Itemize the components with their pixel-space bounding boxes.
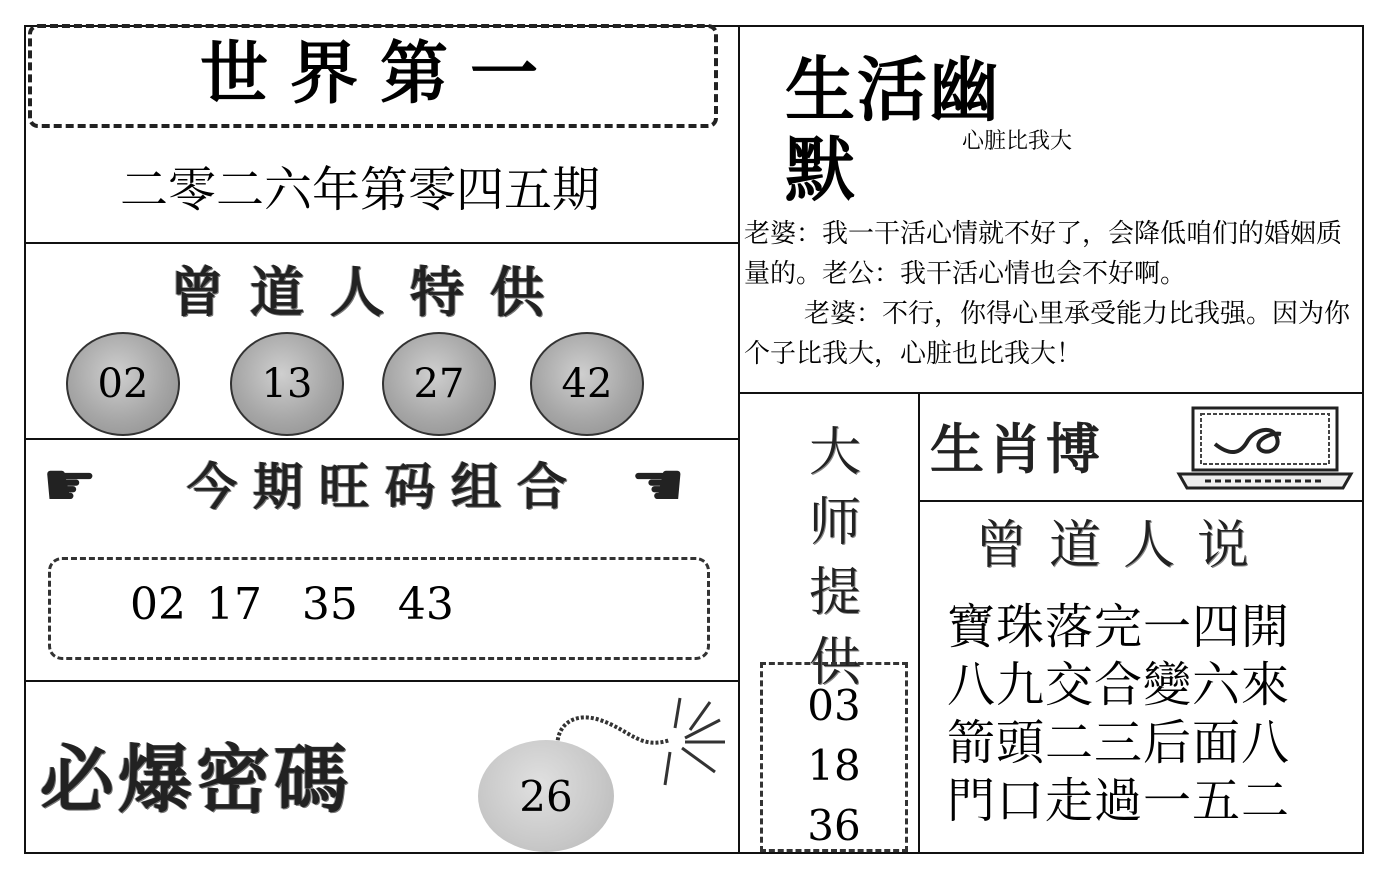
poem — [947, 598, 1327, 830]
master-heading-char: 提 — [808, 563, 861, 623]
page-title: 世界第一 — [199, 35, 560, 114]
humor-subtitle: 心脏比我大 — [962, 129, 1073, 154]
sponsor-ball: 42 — [530, 332, 644, 436]
master-heading-char: 师 — [808, 493, 861, 553]
master-numbers — [762, 676, 906, 856]
divider-left-1 — [24, 242, 738, 244]
humor-story — [744, 214, 1364, 374]
divider-left-2 — [24, 438, 738, 440]
master-number: 03 — [807, 681, 861, 730]
pointing-hand-icon: ☛ — [630, 448, 686, 521]
center-divider — [738, 25, 740, 854]
master-number: 36 — [807, 801, 861, 850]
zodiac-title: 生肖博 — [930, 418, 1104, 481]
computer-icon — [1175, 404, 1355, 490]
master-number: 18 — [807, 741, 861, 790]
story-paragraph: 老婆：我一干活心情就不好了，会降低咱们的婚姻质量的。老公：我干活心情也会不好啊。 — [744, 219, 1343, 289]
poem-line: 寶珠落完一四開 — [947, 599, 1291, 655]
pointing-hand-icon: ☛ — [42, 448, 98, 521]
issue-number: 二零二六年第零四五期 — [119, 162, 600, 218]
story-paragraph: 老婆：不行，你得心里承受能力比我强。因为你个子比我大，心脏也比我大！ — [744, 299, 1351, 369]
sponsor-ball: 02 — [66, 332, 180, 436]
divider-left-3 — [24, 680, 738, 682]
master-heading-char: 大 — [808, 423, 861, 483]
divider-right-1 — [738, 392, 1364, 394]
divider-right-2 — [918, 500, 1364, 502]
sponsor-ball: 13 — [230, 332, 344, 436]
poem-line: 箭頭二三后面八 — [947, 715, 1291, 771]
sponsor-ball: 27 — [382, 332, 496, 436]
sponsor-heading: 曾道人特供 — [170, 260, 570, 324]
divider-right-vertical — [918, 392, 920, 854]
master-heading-char: 供 — [808, 633, 861, 693]
says-heading: 曾道人说 — [975, 516, 1272, 576]
poem-line: 門口走過一五二 — [947, 773, 1291, 829]
bomb-ball: 26 — [478, 740, 614, 852]
humor-title: 生活幽默 — [785, 49, 1001, 211]
combo-heading: 今期旺码组合 — [187, 458, 583, 516]
poem-line: 八九交合變六來 — [947, 657, 1291, 713]
bomb-heading: 必爆密碼 — [40, 737, 352, 823]
combo-numbers: 02 17 35 43 — [130, 579, 454, 630]
master-heading — [780, 418, 890, 698]
